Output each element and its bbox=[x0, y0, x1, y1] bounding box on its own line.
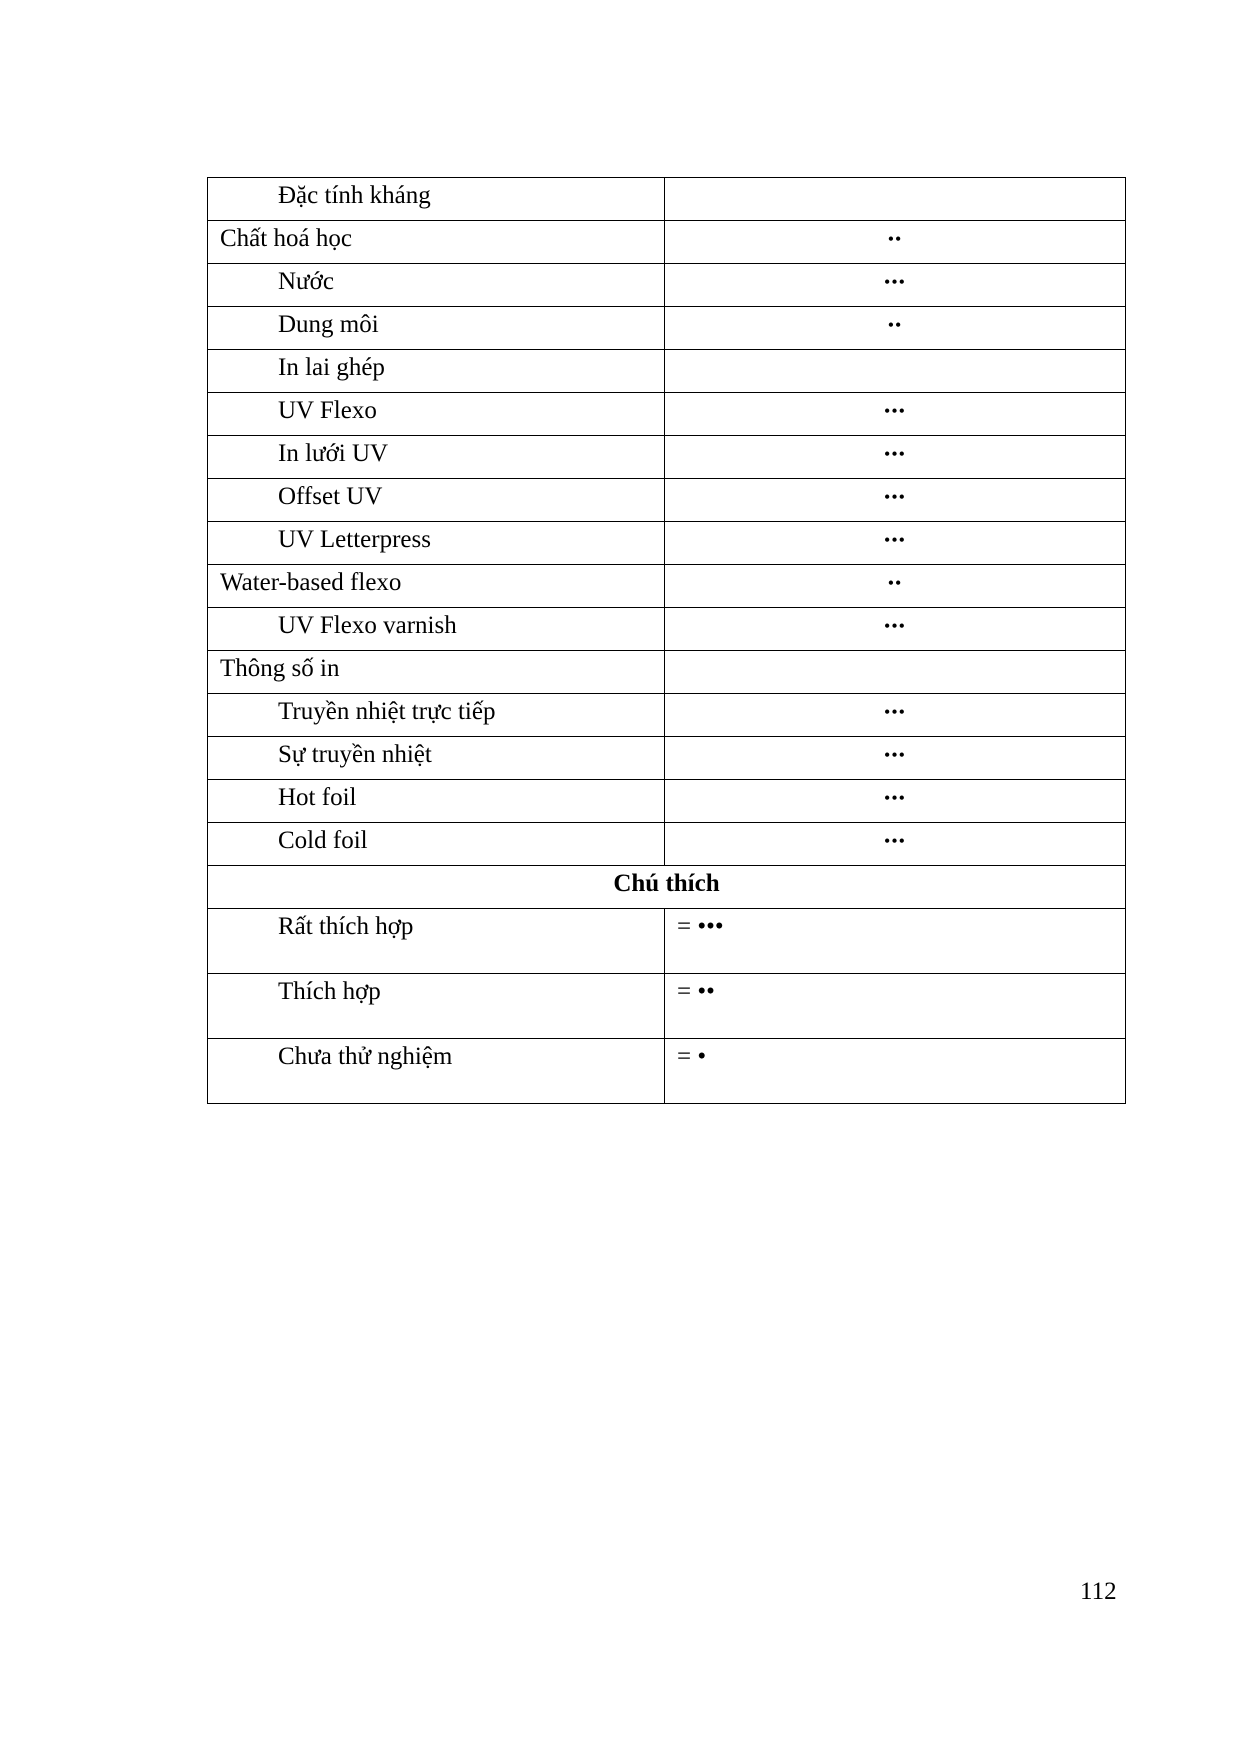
legend-row bbox=[208, 909, 1126, 974]
table-row bbox=[208, 608, 1126, 651]
row-value: •• bbox=[665, 307, 1126, 350]
legend-label: Rất thích hợp bbox=[208, 909, 665, 974]
row-label: Sự truyền nhiệt bbox=[208, 737, 665, 780]
row-value: •• bbox=[665, 565, 1126, 608]
row-value bbox=[665, 651, 1126, 694]
page-number: 112 bbox=[1080, 1578, 1117, 1605]
row-label: Water-based flexo bbox=[208, 565, 665, 608]
legend-label: Thích hợp bbox=[208, 974, 665, 1039]
row-label: Thông số in bbox=[208, 651, 665, 694]
table-row bbox=[208, 436, 1126, 479]
row-value: ••• bbox=[665, 436, 1126, 479]
properties-table-body bbox=[208, 178, 1126, 1104]
row-label: UV Flexo bbox=[208, 393, 665, 436]
row-label: Truyền nhiệt trực tiếp bbox=[208, 694, 665, 737]
row-value bbox=[665, 350, 1126, 393]
table-row bbox=[208, 393, 1126, 436]
table-row bbox=[208, 178, 1126, 221]
table-row bbox=[208, 651, 1126, 694]
legend-value: = ••• bbox=[665, 909, 1126, 974]
legend-row bbox=[208, 1039, 1126, 1104]
legend-header-row bbox=[208, 866, 1126, 909]
table-row bbox=[208, 479, 1126, 522]
row-value: •• bbox=[665, 221, 1126, 264]
table-row bbox=[208, 350, 1126, 393]
row-value: ••• bbox=[665, 780, 1126, 823]
properties-table bbox=[207, 177, 1126, 1104]
row-label: Nước bbox=[208, 264, 665, 307]
row-label: Dung môi bbox=[208, 307, 665, 350]
legend-value: = •• bbox=[665, 974, 1126, 1039]
legend-label: Chưa thử nghiệm bbox=[208, 1039, 665, 1104]
row-value: ••• bbox=[665, 823, 1126, 866]
row-value: ••• bbox=[665, 479, 1126, 522]
table-row bbox=[208, 565, 1126, 608]
row-label: Đặc tính kháng bbox=[208, 178, 665, 221]
legend-row bbox=[208, 974, 1126, 1039]
row-label: Hot foil bbox=[208, 780, 665, 823]
row-label: UV Letterpress bbox=[208, 522, 665, 565]
row-label: In lưới UV bbox=[208, 436, 665, 479]
row-value: ••• bbox=[665, 737, 1126, 780]
legend-value: = • bbox=[665, 1039, 1126, 1104]
table-row bbox=[208, 221, 1126, 264]
row-value: ••• bbox=[665, 393, 1126, 436]
table-row bbox=[208, 780, 1126, 823]
legend-title: Chú thích bbox=[208, 866, 1126, 909]
row-value: ••• bbox=[665, 694, 1126, 737]
row-value: ••• bbox=[665, 522, 1126, 565]
row-label: UV Flexo varnish bbox=[208, 608, 665, 651]
row-value: ••• bbox=[665, 264, 1126, 307]
row-value: ••• bbox=[665, 608, 1126, 651]
row-label: Offset UV bbox=[208, 479, 665, 522]
row-label: Cold foil bbox=[208, 823, 665, 866]
table-row bbox=[208, 522, 1126, 565]
table-row bbox=[208, 823, 1126, 866]
row-label: In lai ghép bbox=[208, 350, 665, 393]
row-value bbox=[665, 178, 1126, 221]
row-label: Chất hoá học bbox=[208, 221, 665, 264]
table-row bbox=[208, 737, 1126, 780]
table-row bbox=[208, 264, 1126, 307]
table-row bbox=[208, 694, 1126, 737]
table-row bbox=[208, 307, 1126, 350]
